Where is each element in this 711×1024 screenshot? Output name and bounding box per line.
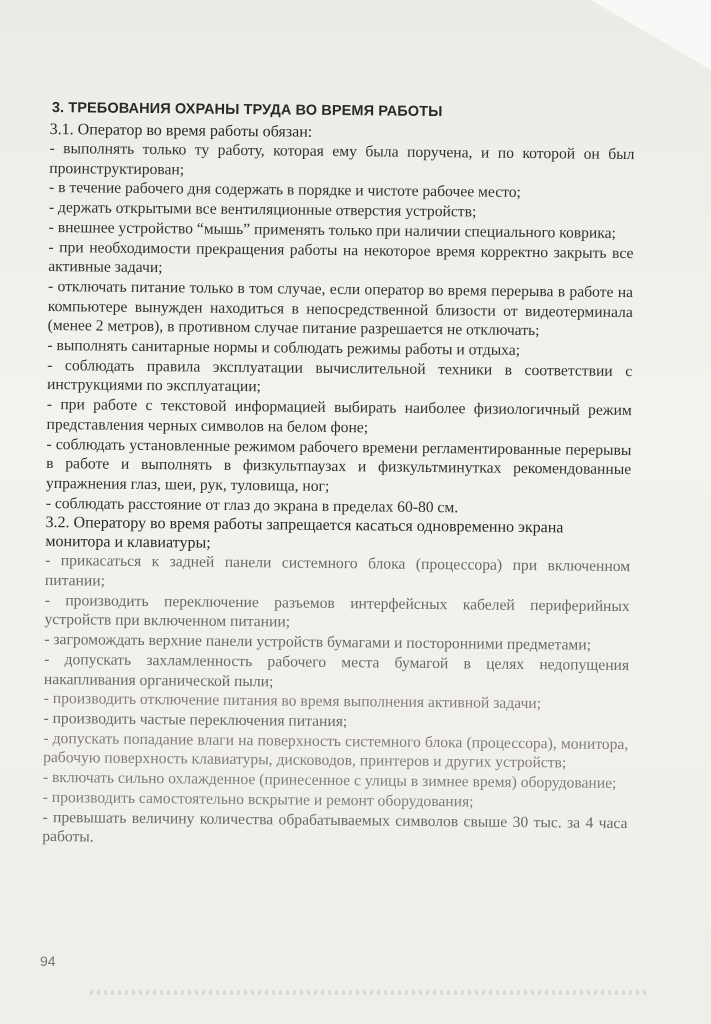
page-number: 94 (40, 953, 56, 969)
list-item: - при необходимости прекращения работы на некоторое время корректно закрыть все активные задачи; (48, 238, 634, 277)
torn-corner (591, 0, 711, 70)
list-item: - включать сильно охлажденное (принесенное с улицы в зимнее время) оборудование; (42, 769, 617, 793)
section-title: 3. ТРЕБОВАНИЯ ОХРАНЫ ТРУДА ВО ВРЕМЯ РАБОТЫ (51, 100, 443, 121)
list-item: - соблюдать установленные режимом рабочего времени регламентированные перерывы в работе и выполнять в физкультпаузах и физкультминутках рекомендованные упражнения глаз, шеи, рук, туловища, ног; (45, 435, 632, 495)
list-item: - соблюдать расстояние от глаз до экрана в пределах 60-80 см. (45, 494, 459, 516)
list-item: - превышать величину количества обрабатываемых символов свыше 30 тыс. за 4 часа работы. (42, 808, 628, 846)
list-item: - допускать попадание влаги на поверхность системного блока (процессора), монитора, рабочую поверхность клавиатуры, дисководов, принтеров и других устройств; (43, 729, 629, 772)
list-item: - при работе с текстовой информацией выбирать наиболее физиологичный режим представления черных символов на белом фоне; (46, 396, 632, 437)
list-item: - выполнять только ту работу, которая ему была поручена, и по которой он был проинструктирован; (49, 139, 635, 179)
list-item: - производить частые переключения питания; (43, 709, 348, 731)
document-body (42, 100, 635, 853)
list-item: - отключать питание только в том случае, если оператор во время перерыва в работе на компьютере вынужден находиться в непосредственной близости от видеотерминала (менее 2 метров), в противном случае питание разрешается не отключать; (47, 277, 634, 340)
scan-noise (90, 990, 650, 995)
list-item: - внешнее устройство “мышь” применять только при наличии специального коврика; (48, 218, 616, 242)
list-item: - соблюдать правила эксплуатации вычислительной техники в соответствии с инструкциями по эксплуатации; (46, 356, 633, 396)
list-item: - держать открытыми все вентиляционные отверстия устройств; (48, 199, 477, 221)
list-item: - выполнять санитарные нормы и соблюдать режимы работы и отдыха; (47, 337, 521, 359)
list-item: - прикасаться к задней панели системного блока (процессора) при включенном питании; (44, 552, 631, 590)
list-item: - загромождать верхние панели устройств бумагами и посторонними предметами; (44, 631, 592, 654)
list-item: - производить самостоятельно вскрытие и ремонт оборудования; (42, 788, 474, 811)
list-item: - допускать захламленность рабочего места бумагой в целях недопущения накапливания органической пыли; (43, 650, 630, 690)
subsection-3-2-heading: 3.2. Оператору во время работы запрещается касаться одновременно экрана монитора и клавиатуры; (45, 514, 564, 553)
list-item: - производить отключение питания во время выполнения активной задачи; (43, 690, 542, 713)
list-item: - в течение рабочего дня содержать в порядке и чистоте рабочее место; (48, 179, 521, 202)
subsection-3-1-heading: 3.1. Оператор во время работы обязан: (49, 120, 313, 141)
list-item: - производить переключение разъемов интерфейсных кабелей периферийных устройств при включенном питании; (44, 591, 630, 632)
